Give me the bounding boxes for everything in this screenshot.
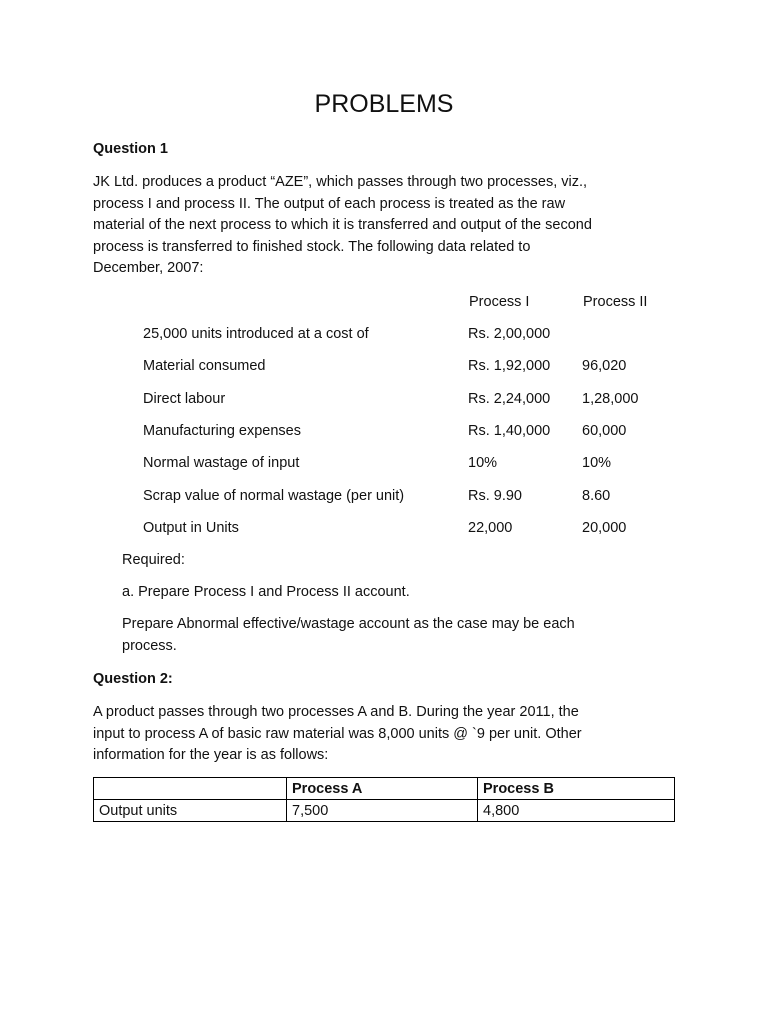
required-text-line: process. (122, 638, 177, 654)
required-text-line: Prepare Abnormal effective/wastage account as the case may be each (122, 616, 575, 632)
q2-text-line: input to process A of basic raw material was 8,000 units @ `9 per unit. Other (93, 726, 582, 742)
data-row-process-1: Rs. 2,00,000 (468, 326, 551, 342)
col-header-process-2: Process II (583, 294, 648, 310)
q1-text-line: JK Ltd. produces a product “AZE”, which passes through two processes, viz., (93, 174, 588, 190)
q2-text-line: information for the year is as follows: (93, 747, 329, 763)
data-row-process-2: 96,020 (582, 358, 627, 375)
table-header-row (94, 778, 675, 800)
data-row-label: Material consumed (143, 358, 266, 375)
data-row-label: 25,000 units introduced at a cost of (143, 326, 369, 342)
q2-text-line: A product passes through two processes A and B. During the year 2011, the (93, 704, 579, 720)
table-cell: Output units (94, 800, 287, 822)
process-output-table (93, 777, 675, 822)
table-row (94, 800, 675, 822)
table-cell: 7,500 (287, 800, 478, 822)
data-row-process-2: 60,000 (582, 422, 627, 439)
data-row-label: Scrap value of normal wastage (per unit) (143, 487, 405, 504)
page-title: PROBLEMS (314, 90, 454, 118)
data-row-process-2: 20,000 (582, 519, 627, 536)
required-item-a: a. Prepare Process I and Process II account. (122, 584, 410, 600)
q1-text-line: process I and process II. The output of each process is treated as the raw (93, 196, 566, 212)
col-header-process-1: Process I (469, 294, 530, 310)
data-row-process-2: 1,28,000 (582, 390, 639, 407)
required-label: Required: (122, 552, 185, 568)
data-row-label: Direct labour (143, 390, 226, 407)
table-header-cell: Process A (287, 778, 478, 800)
question-1-heading: Question 1 (93, 141, 168, 157)
question-2-heading: Question 2: (93, 671, 173, 687)
q1-text-line: material of the next process to which it is transferred and output of the second (93, 217, 592, 233)
data-row-process-1: Rs. 1,92,000 (468, 358, 551, 375)
data-row-process-1: Rs. 2,24,000 (468, 390, 551, 407)
table-header-cell: Process B (478, 778, 675, 800)
data-row-label: Output in Units (143, 519, 239, 536)
data-row-process-1: 22,000 (468, 519, 513, 536)
q1-text-line: process is transferred to finished stock. The following data related to (93, 239, 531, 255)
table-header-cell (94, 778, 287, 800)
data-row-process-1: Rs. 9.90 (468, 487, 522, 504)
table-cell: 4,800 (478, 800, 675, 822)
data-row-process-1: Rs. 1,40,000 (468, 422, 551, 439)
data-row-process-2: 8.60 (582, 487, 611, 504)
data-row-process-2: 10% (582, 455, 612, 472)
data-row-label: Manufacturing expenses (143, 422, 301, 439)
data-row-label: Normal wastage of input (143, 455, 300, 472)
q1-text-line: December, 2007: (93, 260, 204, 276)
data-row-process-1: 10% (468, 455, 498, 472)
